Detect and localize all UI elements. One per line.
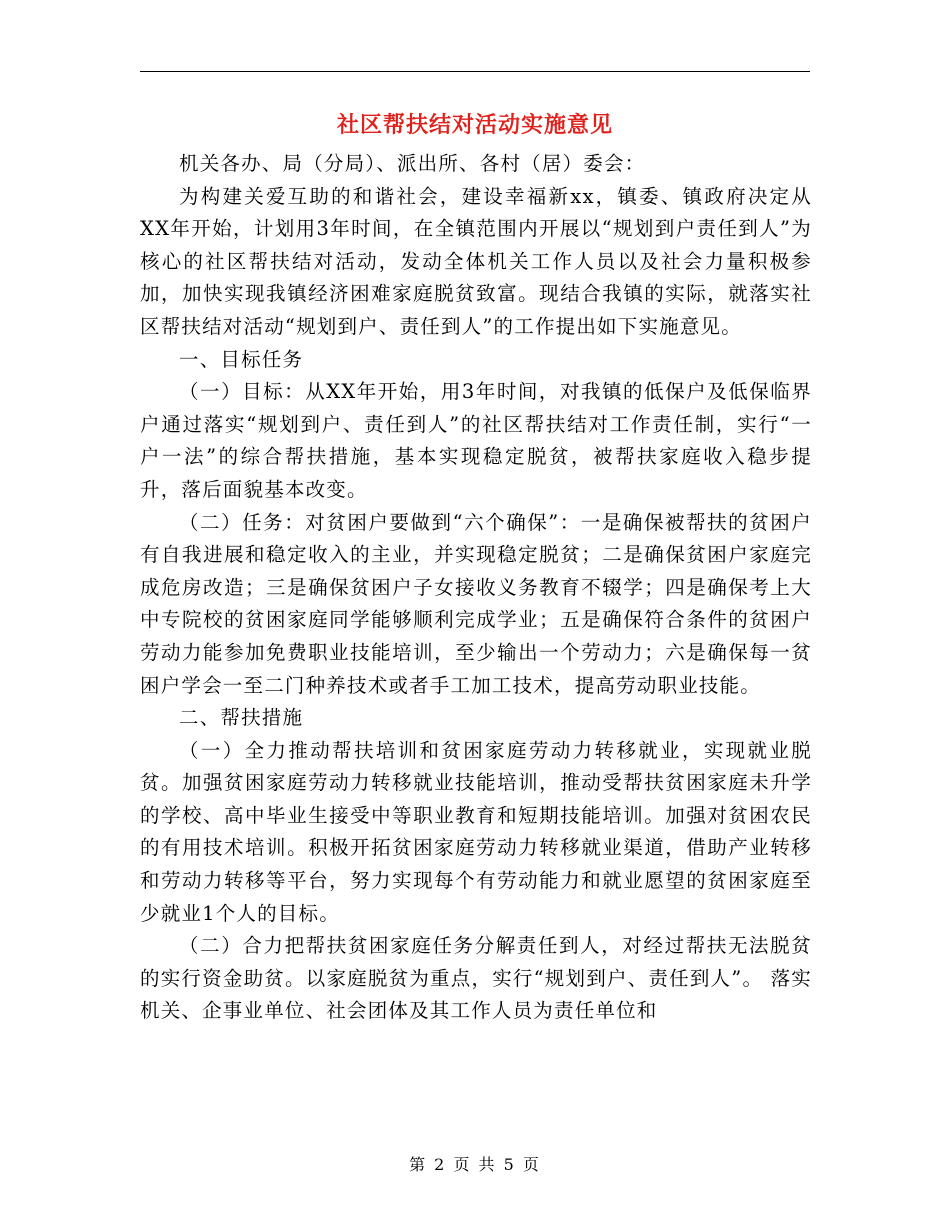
section-heading-measures: 二、帮扶措施 (179, 706, 304, 730)
document-title: 社区帮扶结对活动实施意见 (336, 112, 613, 138)
header-rule (140, 71, 810, 72)
document-body (140, 148, 812, 1028)
page-number: 第 2 页 共 5 页 (409, 1155, 541, 1174)
measure-paragraph-1: （一）全力推动帮扶培训和贫困家庭劳动力转移就业，实现就业脱贫。加强贫困家庭劳动力转移就业技能培训，推动受帮扶贫困家庭未升学的学校、高中毕业生接受中等职业教育和短期技能培训。加强对贫困农民的有用技术培训。积极开拓贫困家庭劳动力转移就业渠道，借助产业转移和劳动力转移等平台，努力实现每个有劳动能力和就业愿望的贫困家庭至少就业1个人的目标。 (140, 738, 812, 925)
section-heading-goals: 一、目标任务 (179, 347, 304, 371)
measure-paragraph-2: （二）合力把帮扶贫困家庭任务分解责任到人，对经过帮扶无法脱贫的实行资金助贫。以家庭脱贫为重点，实行“规划到户、责任到人”。 落实机关、企事业单位、社会团体及其工作人员为责任单位和 (140, 934, 812, 1023)
goal-paragraph: （一）目标：从XX年开始，用3年时间，对我镇的低保户及低保临界户通过落实“规划到户、责任到人”的社区帮扶结对工作责任制，实行“一户一法”的综合帮扶措施，基本实现稳定脱贫，被帮扶家庭收入稳步提升，落后面貌基本改变。 (140, 380, 812, 501)
task-paragraph: （二）任务：对贫困户要做到“六个确保”：一是确保被帮扶的贫困户有自我进展和稳定收入的主业，并实现稳定脱贫；二是确保贫困户家庭完成危房改造；三是确保贫困户子女接收义务教育不辍学；四是确保考上大中专院校的贫困家庭同学能够顺利完成学业；五是确保符合条件的贫困户劳动力能参加免费职业技能培训，至少输出一个劳动力；六是确保每一贫困户学会一至二门种养技术或者手工加工技术，提高劳动职业技能。 (140, 510, 812, 697)
intro-paragraph: 为构建关爱互助的和谐社会，建设幸福新xx，镇委、镇政府决定从XX年开始，计划用3年时间，在全镇范围内开展以“规划到户责任到人”为核心的社区帮扶结对活动，发动全体机关工作人员以及社会力量积极参加，加快实现我镇经济困难家庭脱贫致富。现结合我镇的实际，就落实社区帮扶结对活动“规划到户、责任到人”的工作提出如下实施意见。 (140, 184, 812, 338)
salutation-paragraph: 机关各办、局（分局）、派出所、各村（居）委会： (179, 152, 646, 175)
